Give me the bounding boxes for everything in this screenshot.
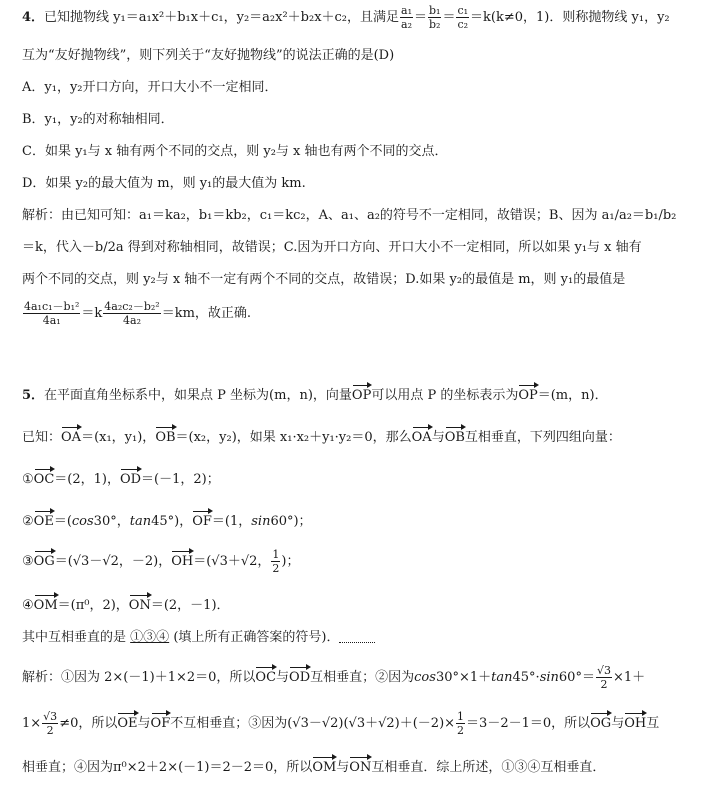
cos-label: cos — [71, 514, 94, 529]
group-2-d: ＝(1， — [211, 514, 252, 529]
sol2-frac-2: $\frac{1}{2}$ — [457, 710, 465, 737]
wavy-underline-mark — [339, 632, 375, 643]
sol2-d: 不互相垂直；③因为(√3－√2)(√3＋√2)＋(－2)× — [170, 716, 456, 731]
q5-fill-line — [22, 628, 375, 648]
q5-group-3 — [22, 548, 300, 575]
q5-stem-2b: 与 — [431, 430, 445, 445]
sol1-f: 60°＝ — [558, 670, 595, 685]
sol2-c: 与 — [137, 716, 151, 731]
group-2-c: 45°)， — [151, 514, 193, 529]
q5-stem-line-1 — [22, 386, 608, 406]
vector-of: OF — [192, 512, 212, 532]
q5-number: 5． — [22, 388, 45, 403]
group-1-b: ＝(－1，2)； — [141, 472, 220, 487]
vector-od: OD — [120, 470, 141, 490]
q4-option-b: B．y₁，y₂的对称轴相同． — [22, 112, 174, 127]
sol1-b: 与 — [276, 670, 290, 685]
sol2-f: 与 — [611, 716, 625, 731]
sol2-frac: $\frac{√3}{2}$ — [43, 710, 58, 737]
group-3-b: ＝(√3＋√2， — [193, 554, 271, 569]
q4-stem-line-1: 4．已知抛物线 y₁＝a₁x²＋b₁x＋c₁，y₂＝a₂x²＋b₂x＋c₂，且满足 $\frac{\text{a₁}}{\text{a₂}}$ ＝ $\frac{\text{b₁}}{\text{b₂}}$ ＝ $\frac{\text{c₁}}{\text{c₂}}$ ＝k(k≠0，1)．则称抛物线 y₁，y₂ — [22, 4, 670, 31]
q4-ratio-3: $\frac{\text{c₁}}{\text{c₂}}$ — [457, 4, 469, 31]
q4-solution-line-3: 两个不同的交点，则 y₂与 x 轴不一定有两个不同的交点，故错误；D.如果 y₂的最值是 m，则 y₁的最值是 — [22, 272, 626, 287]
sol2-g: 互 — [646, 716, 660, 731]
group-1-mark: ① — [22, 472, 34, 487]
q4-answer: D — [378, 48, 390, 63]
q4-sol-end: ＝km，故正确. — [161, 306, 252, 321]
group-4-a: ＝(π⁰，2)， — [57, 598, 129, 613]
sin-label-2: sin — [539, 670, 559, 685]
vector-om-2: OM — [312, 758, 336, 778]
q5-group-4 — [22, 596, 230, 616]
group-2-e: 60°)； — [270, 514, 312, 529]
q5-group-2 — [22, 512, 312, 532]
q5-val-ob: ＝(x₂，y₂)，如果 x₁·x₂＋y₁·y₂＝0，那么 — [175, 430, 412, 445]
vector-oh: OH — [171, 552, 193, 572]
sol1-e: 45°· — [512, 670, 540, 685]
q4-stem-c-end: ) — [389, 48, 395, 63]
q5-solution-line-3 — [22, 758, 605, 778]
group-3-mark: ③ — [22, 554, 34, 569]
vector-of-2: OF — [151, 714, 171, 734]
sol1-frac: $\frac{√3}{2}$ — [596, 664, 611, 691]
vector-oe: OE — [34, 512, 54, 532]
q5-stem-line-2 — [22, 428, 621, 448]
vector-ob-2: OB — [445, 428, 465, 448]
group-3-c: )； — [281, 554, 300, 569]
q5-group-1 — [22, 470, 220, 490]
group-1-a: ＝(2，1)， — [54, 472, 120, 487]
q4-option-c: C．如果 y₁与 x 轴有两个不同的交点，则 y₂与 x 轴也有两个不同的交点． — [22, 144, 448, 159]
sol1-d: 30°×1＋ — [435, 670, 492, 685]
vector-og: OG — [34, 552, 55, 572]
sol3-a: 相垂直；④因为π⁰×2＋2×(－1)＝2－2＝0，所以 — [22, 760, 313, 775]
q5-solution-line-2 — [22, 710, 659, 737]
q4-sol-mid: ＝k — [81, 306, 103, 321]
vector-oh-2: OH — [624, 714, 646, 734]
sol1-a: 解析：①因为 2×(－1)＋1×2＝0，所以 — [22, 670, 256, 685]
vector-oa: OA — [61, 428, 81, 448]
q5-stem-2c: 互相垂直，下列四组向量： — [464, 430, 621, 445]
sol1-c: 互相垂直；②因为 — [310, 670, 415, 685]
q4-solution-line-2: ＝k，代入－b/2a 得到对称轴相同，故错误；C.因为开口方向、开口大小不一定相同，所以如果 y₁与 x 轴有 — [22, 240, 642, 255]
sol2-b: ≠0，所以 — [59, 716, 118, 731]
q4-ratio-2: $\frac{\text{b₁}}{\text{b₂}}$ — [429, 4, 441, 31]
q4-solution-line-1: 解析：由已知可知：a₁＝ka₂，b₁＝kb₂，c₁＝kc₂，A、a₁、a₂的符号不一定相同，故错误；B、因为 a₁/a₂＝b₁/b₂ — [22, 208, 677, 223]
q4-number: 4． — [22, 10, 45, 25]
vector-om: OM — [34, 596, 58, 616]
sol3-c: 互相垂直．综上所述，①③④互相垂直． — [371, 760, 606, 775]
vector-on: ON — [129, 596, 151, 616]
group-3-a: ＝(√3－√2，－2)， — [54, 554, 172, 569]
sin-label: sin — [251, 514, 271, 529]
q4-option-d: D．如果 y₂的最大值为 m，则 y₁的最大值为 km. — [22, 176, 306, 191]
vector-od-2: OD — [289, 668, 310, 688]
group-2-a: ＝( — [53, 514, 72, 529]
q5-stem-2a: 已知： — [22, 430, 62, 445]
q4-option-a: A．y₁，y₂开口方向，开口大小不一定相同． — [22, 80, 278, 95]
q4-stem-a: 已知抛物线 y₁＝a₁x²＋b₁x＋c₁，y₂＝a₂x²＋b₂x＋c₂，且满足 — [44, 10, 400, 25]
vector-og-2: OG — [590, 714, 611, 734]
group-2-b: 30°， — [93, 514, 130, 529]
vector-oc-2: OC — [255, 668, 276, 688]
vector-oe-2: OE — [117, 714, 137, 734]
tan-label: tan — [129, 514, 152, 529]
sol2-e: ＝3－2－1＝0，所以 — [466, 716, 591, 731]
vector-ob: OB — [155, 428, 175, 448]
q5-stem-1b: 可以用点 P 的坐标表示为 — [371, 388, 519, 403]
group-3-half: $\frac{1}{2}$ — [272, 548, 280, 575]
group-2-mark: ② — [22, 514, 34, 529]
sol1-g: ×1＋ — [612, 670, 646, 685]
q4-solution-line-4 — [22, 300, 251, 327]
q5-val-oa: ＝(x₁，y₁)， — [81, 430, 156, 445]
q5-stem-1a: 在平面直角坐标系中，如果点 P 坐标为(m，n)，向量 — [44, 388, 352, 403]
sol3-b: 与 — [336, 760, 350, 775]
q4-sol-frac-1: $\frac{\text{4a₁c₁－b₁²}}{\text{4a₁}}$ — [24, 300, 80, 327]
fill-prompt: 其中互相垂直的是 — [22, 630, 127, 645]
vector-on-2: ON — [349, 758, 371, 778]
vector-oa-2: OA — [412, 428, 432, 448]
group-4-mark: ④ — [22, 598, 34, 613]
q4-ratio-1: $\frac{\text{a₁}}{\text{a₂}}$ — [401, 4, 412, 31]
vector-oc: OC — [34, 470, 55, 490]
q4-stem-b: ＝k(k≠0，1)．则称抛物线 y₁，y₂ — [470, 10, 670, 25]
vector-op: OP — [352, 386, 371, 406]
q4-stem-line-2 — [22, 46, 394, 66]
vector-op-2: OP — [518, 386, 537, 406]
q5-solution-line-1 — [22, 664, 645, 691]
tan-label-2: tan — [491, 670, 513, 685]
q5-stem-1c: ＝(m，n)． — [537, 388, 608, 403]
q4-sol-frac-2: $\frac{\text{4a₂c₂－b₂²}}{\text{4a₂}}$ — [104, 300, 160, 327]
fill-note: (填上所有正确答案的符号)． — [173, 630, 340, 645]
group-4-b: ＝(2，－1)． — [150, 598, 230, 613]
fill-answer: ①③④ — [130, 630, 170, 645]
sol2-a: 1× — [22, 716, 42, 731]
q4-stem-c: 互为“友好抛物线”，则下列关于“友好抛物线”的说法正确的是( — [22, 48, 379, 63]
cos-label-2: cos — [414, 670, 436, 685]
